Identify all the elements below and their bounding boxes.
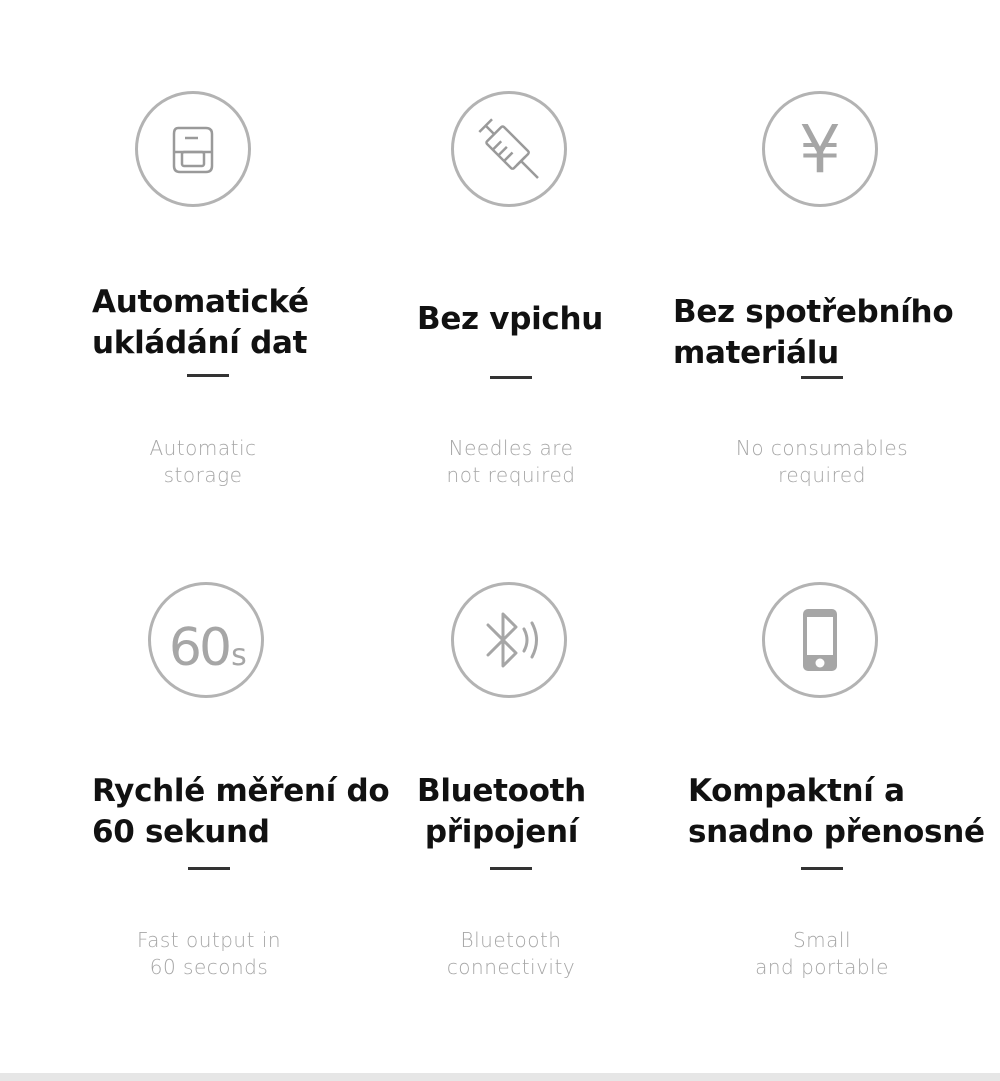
feature-1-icon-circle (135, 91, 251, 207)
feature-2-icon-circle (451, 91, 567, 207)
bottom-divider-bar (0, 1073, 1000, 1081)
feature-6-divider (801, 867, 843, 870)
timer-60s-icon (151, 585, 261, 695)
feature-5-divider (490, 867, 532, 870)
feature-4-subtitle: Fast output in 60 seconds (136, 928, 282, 979)
feature-6-subtitle: Small and portable (755, 928, 889, 979)
feature-3-title: Bez spotřebního materiálu (673, 294, 954, 371)
feature-4-icon-circle (148, 582, 264, 698)
feature-1-divider (187, 374, 229, 377)
bluetooth-icon (454, 585, 564, 695)
feature-5-subtitle: Bluetooth connectivity (446, 928, 576, 979)
timer-unit: s (231, 638, 247, 673)
sd-card-icon (138, 94, 248, 204)
feature-2-divider (490, 376, 532, 379)
feature-1-title: Automatické ukládání dat (92, 284, 309, 361)
feature-1-subtitle: Automatic storage (149, 436, 257, 487)
feature-6-title: Kompaktní a snadno přenosné (688, 773, 985, 850)
yen-glyph: ¥ (799, 111, 841, 188)
timer-number: 60 (168, 618, 230, 678)
feature-2-title: Bez vpichu (417, 301, 604, 337)
feature-3-divider (801, 376, 843, 379)
feature-4-title: Rychlé měření do 60 sekund (92, 773, 390, 850)
feature-5-title: Bluetooth připojení (417, 773, 586, 850)
smartphone-icon (765, 585, 875, 695)
feature-3-subtitle: No consumables required (735, 436, 909, 487)
feature-6-icon-circle (762, 582, 878, 698)
feature-2-subtitle: Needles are not required (446, 436, 576, 487)
feature-4-divider (188, 867, 230, 870)
yen-icon (765, 94, 875, 204)
feature-5-icon-circle (451, 582, 567, 698)
feature-3-icon-circle (762, 91, 878, 207)
syringe-icon (454, 94, 564, 204)
